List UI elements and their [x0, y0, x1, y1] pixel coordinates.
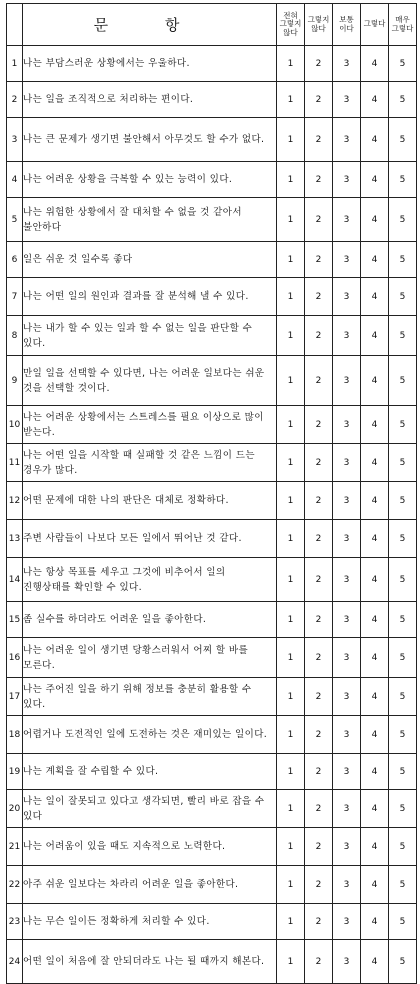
rating-option-2[interactable]: 2 — [305, 520, 333, 558]
rating-option-1[interactable]: 1 — [277, 198, 305, 242]
header-option-2: 그렇지 않다 — [305, 4, 333, 46]
rating-option-3[interactable]: 3 — [333, 278, 361, 316]
rating-option-2[interactable]: 2 — [305, 940, 333, 984]
rating-option-2[interactable]: 2 — [305, 46, 333, 82]
survey-row — [7, 46, 417, 82]
rating-option-1[interactable]: 1 — [277, 316, 305, 356]
rating-option-4[interactable]: 4 — [361, 828, 389, 866]
item-number: 22 — [7, 866, 23, 904]
item-statement: 나는 부담스러운 상황에서는 우울하다. — [23, 46, 277, 82]
rating-option-4[interactable]: 4 — [361, 162, 389, 198]
rating-option-3[interactable]: 3 — [333, 198, 361, 242]
rating-option-3[interactable]: 3 — [333, 904, 361, 940]
rating-option-1[interactable]: 1 — [277, 602, 305, 638]
survey-rows — [7, 46, 417, 984]
rating-option-4[interactable]: 4 — [361, 638, 389, 678]
rating-option-1[interactable]: 1 — [277, 82, 305, 118]
item-number: 24 — [7, 940, 23, 984]
rating-option-2[interactable]: 2 — [305, 602, 333, 638]
rating-option-5[interactable]: 5 — [389, 162, 417, 198]
rating-option-3[interactable]: 3 — [333, 162, 361, 198]
survey-row — [7, 558, 417, 602]
rating-option-5[interactable]: 5 — [389, 118, 417, 162]
rating-option-5[interactable]: 5 — [389, 356, 417, 406]
item-number: 1 — [7, 46, 23, 82]
rating-option-5[interactable]: 5 — [389, 940, 417, 984]
item-number: 23 — [7, 904, 23, 940]
rating-option-2[interactable]: 2 — [305, 444, 333, 482]
rating-option-3[interactable]: 3 — [333, 866, 361, 904]
rating-option-4[interactable]: 4 — [361, 754, 389, 790]
header-option-1: 전혀 그렇지 않다 — [277, 4, 305, 46]
rating-option-1[interactable]: 1 — [277, 242, 305, 278]
header-option-3: 보통 이다 — [333, 4, 361, 46]
item-statement: 나는 큰 문제가 생기면 불안해서 아무것도 할 수가 없다. — [23, 118, 277, 162]
rating-option-4[interactable]: 4 — [361, 278, 389, 316]
rating-option-3[interactable]: 3 — [333, 790, 361, 828]
item-statement: 나는 일이 잘못되고 있다고 생각되면, 빨리 바로 잡을 수 있다 — [23, 790, 277, 828]
item-statement: 나는 일을 조직적으로 처리하는 편이다. — [23, 82, 277, 118]
item-number: 5 — [7, 198, 23, 242]
rating-option-1[interactable]: 1 — [277, 482, 305, 520]
header-question: 문 항 — [23, 4, 277, 46]
rating-option-3[interactable]: 3 — [333, 678, 361, 716]
rating-option-2[interactable]: 2 — [305, 316, 333, 356]
rating-option-1[interactable]: 1 — [277, 406, 305, 444]
item-statement: 좀 실수를 하더라도 어려운 일을 좋아한다. — [23, 602, 277, 638]
rating-option-1[interactable]: 1 — [277, 940, 305, 984]
survey-row — [7, 866, 417, 904]
survey-row — [7, 198, 417, 242]
item-statement: 나는 무슨 일이든 정확하게 처리할 수 있다. — [23, 904, 277, 940]
item-number: 11 — [7, 444, 23, 482]
item-statement: 주변 사람들이 나보다 모든 일에서 뛰어난 것 같다. — [23, 520, 277, 558]
rating-option-2[interactable]: 2 — [305, 904, 333, 940]
rating-option-5[interactable]: 5 — [389, 444, 417, 482]
rating-option-5[interactable]: 5 — [389, 602, 417, 638]
rating-option-3[interactable]: 3 — [333, 482, 361, 520]
item-number: 6 — [7, 242, 23, 278]
item-statement: 나는 어려움이 있을 때도 지속적으로 노력한다. — [23, 828, 277, 866]
rating-option-1[interactable]: 1 — [277, 716, 305, 754]
rating-option-3[interactable]: 3 — [333, 316, 361, 356]
rating-option-4[interactable]: 4 — [361, 602, 389, 638]
survey-row — [7, 278, 417, 316]
rating-option-4[interactable]: 4 — [361, 520, 389, 558]
survey-row — [7, 754, 417, 790]
survey-row — [7, 638, 417, 678]
rating-option-5[interactable]: 5 — [389, 82, 417, 118]
item-statement: 일은 쉬운 것 일수록 좋다 — [23, 242, 277, 278]
rating-option-5[interactable]: 5 — [389, 520, 417, 558]
rating-option-3[interactable]: 3 — [333, 754, 361, 790]
rating-option-2[interactable]: 2 — [305, 866, 333, 904]
rating-option-3[interactable]: 3 — [333, 118, 361, 162]
item-number: 12 — [7, 482, 23, 520]
item-statement: 나는 어떤 일의 원인과 결과를 잘 분석해 낼 수 있다. — [23, 278, 277, 316]
rating-option-4[interactable]: 4 — [361, 444, 389, 482]
rating-option-2[interactable]: 2 — [305, 828, 333, 866]
survey-row — [7, 828, 417, 866]
rating-option-1[interactable]: 1 — [277, 828, 305, 866]
rating-option-3[interactable]: 3 — [333, 444, 361, 482]
rating-option-4[interactable]: 4 — [361, 356, 389, 406]
rating-option-5[interactable]: 5 — [389, 406, 417, 444]
rating-option-4[interactable]: 4 — [361, 904, 389, 940]
rating-option-1[interactable]: 1 — [277, 638, 305, 678]
rating-option-3[interactable]: 3 — [333, 242, 361, 278]
rating-option-4[interactable]: 4 — [361, 866, 389, 904]
rating-option-5[interactable]: 5 — [389, 678, 417, 716]
rating-option-1[interactable]: 1 — [277, 356, 305, 406]
item-statement: 나는 어려운 일이 생기면 당황스러워서 어찌 할 바를 모른다. — [23, 638, 277, 678]
item-statement: 어떤 일이 처음에 잘 안되더라도 나는 될 때까지 해본다. — [23, 940, 277, 984]
rating-option-4[interactable]: 4 — [361, 482, 389, 520]
rating-option-2[interactable]: 2 — [305, 716, 333, 754]
rating-option-5[interactable]: 5 — [389, 46, 417, 82]
survey-table — [6, 3, 417, 984]
rating-option-1[interactable]: 1 — [277, 444, 305, 482]
item-statement: 나는 내가 할 수 있는 일과 할 수 없는 일을 판단할 수 있다. — [23, 316, 277, 356]
rating-option-4[interactable]: 4 — [361, 790, 389, 828]
survey-row — [7, 602, 417, 638]
item-statement: 아주 쉬운 일보다는 차라리 어려운 일을 좋아한다. — [23, 866, 277, 904]
item-statement: 나는 어려운 상황에서는 스트레스를 필요 이상으로 많이 받는다. — [23, 406, 277, 444]
rating-option-3[interactable]: 3 — [333, 940, 361, 984]
rating-option-3[interactable]: 3 — [333, 638, 361, 678]
rating-option-2[interactable]: 2 — [305, 482, 333, 520]
rating-option-5[interactable]: 5 — [389, 316, 417, 356]
rating-option-1[interactable]: 1 — [277, 278, 305, 316]
rating-option-5[interactable]: 5 — [389, 754, 417, 790]
rating-option-5[interactable]: 5 — [389, 198, 417, 242]
item-statement: 나는 주어진 일을 하기 위해 정보를 충분히 활용할 수 있다. — [23, 678, 277, 716]
survey-row — [7, 790, 417, 828]
rating-option-2[interactable]: 2 — [305, 198, 333, 242]
rating-option-1[interactable]: 1 — [277, 904, 305, 940]
item-statement: 만일 일을 선택할 수 있다면, 나는 어려운 일보다는 쉬운 것을 선택할 것이다. — [23, 356, 277, 406]
header-row — [7, 4, 417, 46]
survey-row — [7, 242, 417, 278]
header-option-5: 매우 그렇다 — [389, 4, 417, 46]
rating-option-3[interactable]: 3 — [333, 82, 361, 118]
item-number: 15 — [7, 602, 23, 638]
rating-option-2[interactable]: 2 — [305, 678, 333, 716]
item-statement: 어떤 문제에 대한 나의 판단은 대체로 정확하다. — [23, 482, 277, 520]
rating-option-1[interactable]: 1 — [277, 558, 305, 602]
rating-option-2[interactable]: 2 — [305, 162, 333, 198]
item-number: 21 — [7, 828, 23, 866]
rating-option-5[interactable]: 5 — [389, 866, 417, 904]
item-number: 20 — [7, 790, 23, 828]
survey-row — [7, 118, 417, 162]
rating-option-1[interactable]: 1 — [277, 520, 305, 558]
rating-option-2[interactable]: 2 — [305, 242, 333, 278]
item-number: 8 — [7, 316, 23, 356]
rating-option-1[interactable]: 1 — [277, 162, 305, 198]
rating-option-1[interactable]: 1 — [277, 678, 305, 716]
rating-option-4[interactable]: 4 — [361, 198, 389, 242]
rating-option-4[interactable]: 4 — [361, 316, 389, 356]
rating-option-4[interactable]: 4 — [361, 118, 389, 162]
rating-option-4[interactable]: 4 — [361, 678, 389, 716]
rating-option-4[interactable]: 4 — [361, 558, 389, 602]
item-statement: 나는 항상 목표를 세우고 그것에 비추어서 일의 진행상태를 확인할 수 있다. — [23, 558, 277, 602]
survey-row — [7, 678, 417, 716]
rating-option-4[interactable]: 4 — [361, 406, 389, 444]
rating-option-3[interactable]: 3 — [333, 828, 361, 866]
survey-row — [7, 482, 417, 520]
rating-option-2[interactable]: 2 — [305, 82, 333, 118]
rating-option-5[interactable]: 5 — [389, 242, 417, 278]
rating-option-4[interactable]: 4 — [361, 716, 389, 754]
rating-option-5[interactable]: 5 — [389, 278, 417, 316]
rating-option-1[interactable]: 1 — [277, 46, 305, 82]
rating-option-3[interactable]: 3 — [333, 602, 361, 638]
rating-option-3[interactable]: 3 — [333, 520, 361, 558]
rating-option-1[interactable]: 1 — [277, 754, 305, 790]
rating-option-2[interactable]: 2 — [305, 118, 333, 162]
item-statement: 어렵거나 도전적인 일에 도전하는 것은 재미있는 일이다. — [23, 716, 277, 754]
item-number: 3 — [7, 118, 23, 162]
rating-option-5[interactable]: 5 — [389, 482, 417, 520]
survey-row — [7, 82, 417, 118]
rating-option-4[interactable]: 4 — [361, 46, 389, 82]
rating-option-2[interactable]: 2 — [305, 356, 333, 406]
item-statement: 나는 계획을 잘 수립할 수 있다. — [23, 754, 277, 790]
rating-option-2[interactable]: 2 — [305, 558, 333, 602]
survey-row — [7, 904, 417, 940]
rating-option-4[interactable]: 4 — [361, 242, 389, 278]
item-number: 18 — [7, 716, 23, 754]
rating-option-5[interactable]: 5 — [389, 790, 417, 828]
rating-option-1[interactable]: 1 — [277, 866, 305, 904]
item-number: 4 — [7, 162, 23, 198]
item-number: 7 — [7, 278, 23, 316]
rating-option-3[interactable]: 3 — [333, 558, 361, 602]
survey-row — [7, 162, 417, 198]
rating-option-4[interactable]: 4 — [361, 940, 389, 984]
rating-option-2[interactable]: 2 — [305, 406, 333, 444]
rating-option-3[interactable]: 3 — [333, 356, 361, 406]
survey-row — [7, 356, 417, 406]
rating-option-5[interactable]: 5 — [389, 558, 417, 602]
rating-option-2[interactable]: 2 — [305, 278, 333, 316]
header-number-cell — [7, 4, 23, 46]
survey-row — [7, 406, 417, 444]
rating-option-3[interactable]: 3 — [333, 406, 361, 444]
item-number: 14 — [7, 558, 23, 602]
item-number: 17 — [7, 678, 23, 716]
survey-row — [7, 716, 417, 754]
rating-option-3[interactable]: 3 — [333, 716, 361, 754]
survey-row — [7, 520, 417, 558]
item-statement: 나는 어려운 상황을 극복할 수 있는 능력이 있다. — [23, 162, 277, 198]
item-number: 19 — [7, 754, 23, 790]
survey-row — [7, 316, 417, 356]
rating-option-1[interactable]: 1 — [277, 790, 305, 828]
rating-option-5[interactable]: 5 — [389, 638, 417, 678]
item-statement: 나는 어떤 일을 시작할 때 실패할 것 같은 느낌이 드는 경우가 많다. — [23, 444, 277, 482]
header-option-4: 그렇다 — [361, 4, 389, 46]
rating-option-3[interactable]: 3 — [333, 46, 361, 82]
item-number: 10 — [7, 406, 23, 444]
item-number: 13 — [7, 520, 23, 558]
rating-option-5[interactable]: 5 — [389, 828, 417, 866]
survey-row — [7, 444, 417, 482]
item-number: 2 — [7, 82, 23, 118]
rating-option-2[interactable]: 2 — [305, 790, 333, 828]
item-statement: 나는 위험한 상황에서 잘 대처할 수 없을 것 같아서 불안하다 — [23, 198, 277, 242]
rating-option-5[interactable]: 5 — [389, 904, 417, 940]
rating-option-1[interactable]: 1 — [277, 118, 305, 162]
rating-option-5[interactable]: 5 — [389, 716, 417, 754]
item-number: 16 — [7, 638, 23, 678]
item-number: 9 — [7, 356, 23, 406]
rating-option-4[interactable]: 4 — [361, 82, 389, 118]
rating-option-2[interactable]: 2 — [305, 638, 333, 678]
rating-option-2[interactable]: 2 — [305, 754, 333, 790]
survey-row — [7, 940, 417, 984]
